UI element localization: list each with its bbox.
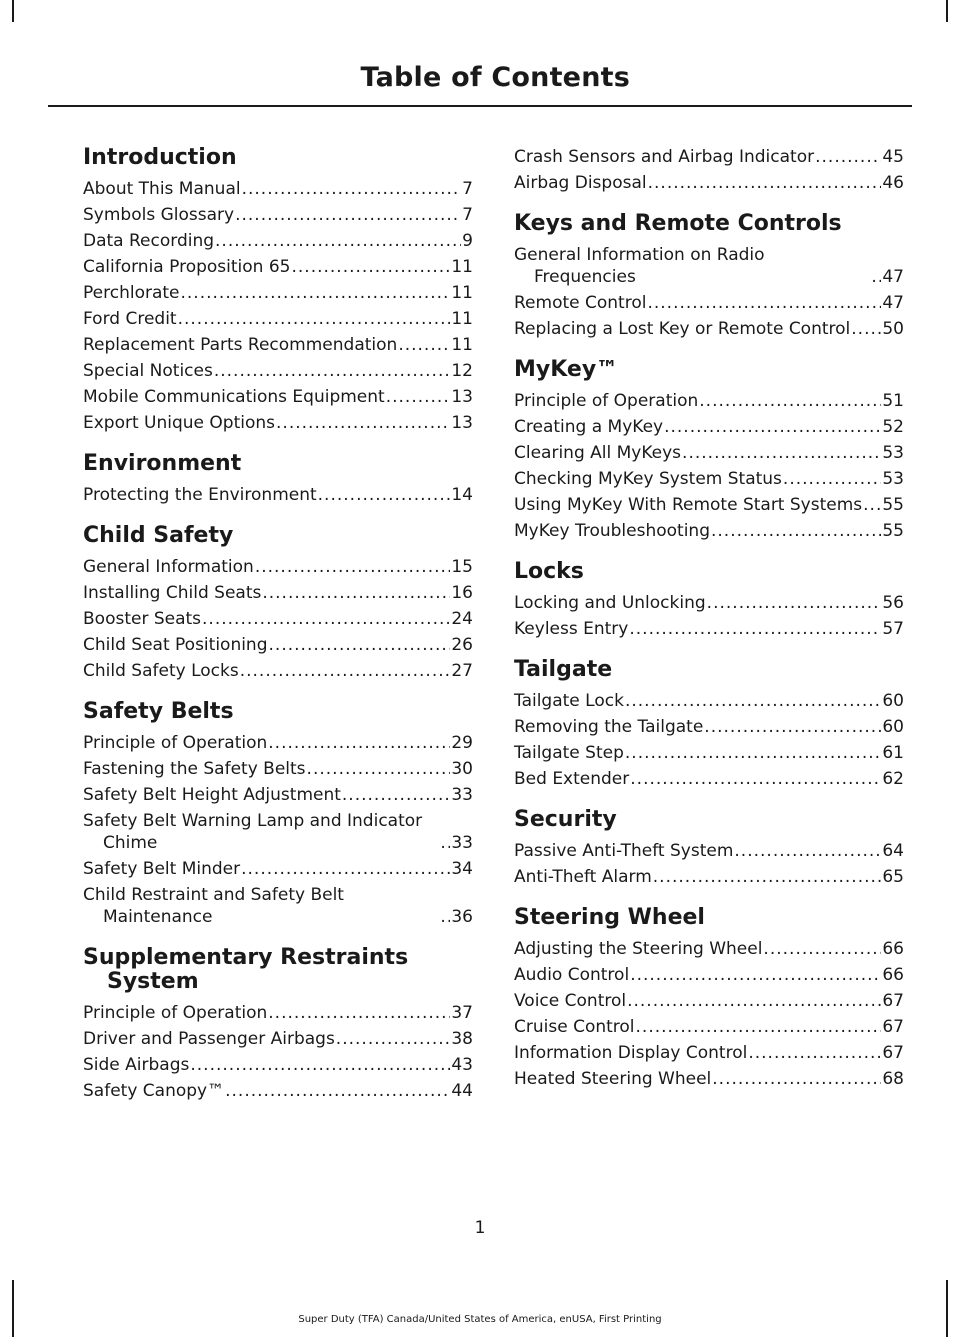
- toc-entry[interactable]: [83, 256, 473, 278]
- toc-entry-page: 50: [882, 319, 904, 339]
- toc-entry[interactable]: [83, 634, 473, 656]
- toc-entry[interactable]: [514, 1016, 904, 1038]
- toc-entry-page: 47: [882, 293, 904, 313]
- toc-entry-label: Protecting the Environment: [83, 485, 317, 505]
- toc-entry[interactable]: [514, 938, 904, 960]
- dot-leader: [783, 468, 881, 490]
- toc-entry-label: Booster Seats: [83, 609, 202, 629]
- toc-entry-page: 65: [882, 867, 904, 887]
- toc-entry-page: 67: [882, 991, 904, 1011]
- dot-leader: [699, 390, 881, 412]
- toc-entry-page: 24: [451, 609, 473, 629]
- dot-leader: [190, 1054, 450, 1076]
- dot-leader: [386, 386, 451, 408]
- toc-entry-label: Clearing All MyKeys: [514, 443, 682, 463]
- toc-entry-label: Safety Canopy™: [83, 1081, 225, 1101]
- toc-entry-page: 55: [882, 495, 904, 515]
- toc-entry-label: Audio Control: [514, 965, 630, 985]
- dot-leader: [291, 256, 450, 278]
- toc-entry-page: 47: [882, 267, 904, 287]
- toc-section: [83, 524, 473, 682]
- toc-section: [83, 946, 473, 1102]
- toc-entry[interactable]: [514, 990, 904, 1012]
- toc-entry-page: 14: [451, 485, 473, 505]
- toc-column-right: [514, 146, 904, 1108]
- dot-leader: [863, 494, 881, 516]
- toc-entry-page: 56: [882, 593, 904, 613]
- toc-entry[interactable]: [83, 758, 473, 780]
- dot-leader: [682, 442, 881, 464]
- toc-entry-label: Information Display Control: [514, 1043, 748, 1063]
- toc-entry[interactable]: [83, 1002, 473, 1024]
- toc-entry-page: 27: [451, 661, 473, 681]
- toc-entry-page: 62: [882, 769, 904, 789]
- toc-entry[interactable]: [514, 742, 904, 764]
- section-heading: Steering Wheel: [514, 905, 705, 930]
- dot-leader: [240, 660, 451, 682]
- toc-entry[interactable]: [83, 858, 473, 880]
- toc-entry-page: 38: [451, 1029, 473, 1049]
- toc-entry-page: 13: [451, 387, 473, 407]
- toc-column-left: [83, 146, 473, 1120]
- toc-entry-page: 60: [882, 691, 904, 711]
- toc-entry[interactable]: [514, 768, 904, 790]
- toc-entry-page: 43: [451, 1055, 473, 1075]
- toc-entry-label: Principle of Operation: [83, 733, 268, 753]
- toc-entry-label: Installing Child Seats: [83, 583, 262, 603]
- toc-entry-page: 66: [882, 939, 904, 959]
- toc-entry-page: 36: [451, 907, 473, 927]
- toc-entry[interactable]: [514, 172, 904, 194]
- toc-entry-page: 57: [882, 619, 904, 639]
- section-heading: MyKey™: [514, 357, 619, 382]
- toc-entry-page: 67: [882, 1017, 904, 1037]
- toc-entry-label: Removing the Tailgate: [514, 717, 704, 737]
- section-heading: Child Safety: [83, 523, 234, 548]
- toc-entry[interactable]: [83, 582, 473, 604]
- dot-leader: [235, 204, 461, 226]
- dot-leader: [712, 1068, 881, 1090]
- dot-leader: [268, 732, 450, 754]
- toc-entry-label: Symbols Glossary: [83, 205, 235, 225]
- toc-entry[interactable]: [514, 292, 904, 314]
- toc-entry[interactable]: [83, 412, 473, 434]
- page-title: Table of Contents: [360, 62, 630, 93]
- toc-entry-page: 33: [451, 833, 473, 853]
- toc-section: [83, 700, 473, 928]
- toc-entry[interactable]: [83, 810, 473, 854]
- toc-entry[interactable]: [514, 146, 904, 168]
- toc-entry-label: Data Recording: [83, 231, 215, 251]
- toc-entry-label: Keyless Entry: [514, 619, 629, 639]
- toc-entry-label: Export Unique Options: [83, 413, 276, 433]
- toc-entry[interactable]: [83, 1054, 473, 1076]
- dot-leader: [704, 716, 881, 738]
- toc-entry-label: Cruise Control: [514, 1017, 635, 1037]
- dot-leader: [440, 832, 450, 854]
- toc-entry[interactable]: [83, 1028, 473, 1050]
- toc-entry[interactable]: [514, 690, 904, 712]
- section-heading: Keys and Remote Controls: [514, 211, 842, 236]
- toc-entry-label: Replacement Parts Recommendation: [83, 335, 398, 355]
- section-heading: Locks: [514, 559, 584, 584]
- toc-entry[interactable]: [514, 494, 904, 516]
- toc-entry-page: 29: [451, 733, 473, 753]
- toc-entry[interactable]: [514, 964, 904, 986]
- dot-leader: [625, 690, 881, 712]
- toc-entry[interactable]: [83, 784, 473, 806]
- dot-leader: [336, 1028, 451, 1050]
- toc-entry-label: Child Safety Locks: [83, 661, 239, 681]
- toc-entry[interactable]: [514, 390, 904, 412]
- toc-entry[interactable]: [514, 416, 904, 438]
- toc-entry[interactable]: [514, 840, 904, 862]
- dot-leader: [629, 618, 881, 640]
- dot-leader: [262, 582, 450, 604]
- toc-entry-label: Anti-Theft Alarm: [514, 867, 652, 887]
- toc-section: [514, 658, 904, 790]
- toc-entry-label: Driver and Passenger Airbags: [83, 1029, 335, 1049]
- toc-entry-page: 55: [882, 521, 904, 541]
- toc-entry[interactable]: [514, 866, 904, 888]
- toc-entry-label: Safety Belt Minder: [83, 859, 241, 879]
- toc-entry-page: 16: [451, 583, 473, 603]
- dot-leader: [269, 634, 451, 656]
- dot-leader: [625, 742, 881, 764]
- toc-entry-label: About This Manual: [83, 179, 241, 199]
- dot-leader: [630, 768, 881, 790]
- toc-entry[interactable]: [514, 468, 904, 490]
- crop-mark-bottom-left: [12, 1280, 14, 1337]
- dot-leader: [241, 858, 450, 880]
- toc-entry[interactable]: [514, 520, 904, 542]
- toc-entry-page: 53: [882, 469, 904, 489]
- toc-entry[interactable]: [514, 244, 904, 288]
- toc-entry-page: 45: [882, 147, 904, 167]
- toc-entry-label: Tailgate Lock: [514, 691, 624, 711]
- dot-leader: [815, 146, 881, 168]
- toc-entry-label: Safety Belt Height Adjustment: [83, 785, 341, 805]
- toc-entry-label: Heated Steering Wheel: [514, 1069, 712, 1089]
- toc-entry-label: Fastening the Safety Belts: [83, 759, 306, 779]
- dot-leader: [440, 906, 450, 928]
- dot-leader: [630, 964, 881, 986]
- page-number: 1: [474, 1218, 486, 1238]
- toc-entry-page: 11: [451, 309, 473, 329]
- dot-leader: [202, 608, 450, 630]
- dot-leader: [871, 266, 881, 288]
- toc-entry-page: 12: [451, 361, 473, 381]
- toc-entry-label: Child Seat Positioning: [83, 635, 268, 655]
- footer-text: Super Duty (TFA) Canada/United States of America, enUSA, First Printing: [298, 1314, 662, 1325]
- toc-entry-label: Voice Control: [514, 991, 627, 1011]
- toc-section: [514, 560, 904, 640]
- crop-mark-top-left: [12, 0, 14, 22]
- dot-leader: [734, 840, 881, 862]
- toc-entry-label: General Information on Radio Frequencies: [514, 245, 765, 287]
- toc-entry[interactable]: [83, 230, 473, 252]
- toc-entry-page: 11: [451, 283, 473, 303]
- toc-entry[interactable]: [83, 556, 473, 578]
- toc-section: [83, 452, 473, 506]
- toc-entry-page: 13: [451, 413, 473, 433]
- section-heading: Safety Belts: [83, 699, 234, 724]
- dot-leader: [242, 178, 462, 200]
- dot-leader: [214, 360, 451, 382]
- dot-leader: [225, 1080, 450, 1102]
- toc-entry-label: Side Airbags: [83, 1055, 190, 1075]
- dot-leader: [268, 1002, 450, 1024]
- toc-entry-page: 37: [451, 1003, 473, 1023]
- toc-entry-label: Airbag Disposal: [514, 173, 647, 193]
- dot-leader: [636, 1016, 882, 1038]
- toc-entry-page: 53: [882, 443, 904, 463]
- toc-entry-label: California Proposition 65: [83, 257, 291, 277]
- dot-leader: [711, 520, 881, 542]
- toc-entry[interactable]: [83, 282, 473, 304]
- toc-entry-label: Ford Credit: [83, 309, 177, 329]
- toc-entry-label: Remote Control: [514, 293, 647, 313]
- toc-entry-label: Special Notices: [83, 361, 213, 381]
- toc-entry-label: Safety Belt Warning Lamp and Indicator Chime: [83, 811, 423, 853]
- toc-entry-page: 11: [451, 335, 473, 355]
- toc-entry-label: Perchlorate: [83, 283, 180, 303]
- dot-leader: [748, 1042, 881, 1064]
- dot-leader: [276, 412, 450, 434]
- toc-entry-page: 44: [451, 1081, 473, 1101]
- toc-entry-page: 60: [882, 717, 904, 737]
- dot-leader: [318, 484, 451, 506]
- dot-leader: [851, 318, 881, 340]
- toc-entry-label: Crash Sensors and Airbag Indicator: [514, 147, 815, 167]
- toc-entry[interactable]: [83, 334, 473, 356]
- toc-entry-label: Passive Anti-Theft System: [514, 841, 734, 861]
- section-heading: Introduction: [83, 145, 237, 170]
- dot-leader: [664, 416, 881, 438]
- dot-leader: [648, 172, 882, 194]
- dot-leader: [627, 990, 881, 1012]
- toc-entry[interactable]: [83, 660, 473, 682]
- toc-entry-label: Principle of Operation: [83, 1003, 268, 1023]
- toc-entry[interactable]: [83, 386, 473, 408]
- toc-entry-page: 9: [462, 231, 473, 251]
- dot-leader: [647, 292, 881, 314]
- toc-entry-page: 51: [882, 391, 904, 411]
- crop-mark-top-right: [946, 0, 948, 22]
- toc-entry[interactable]: [514, 618, 904, 640]
- toc-section: [514, 146, 904, 194]
- section-heading: Supplementary Restraints System: [83, 945, 409, 994]
- toc-entry-page: 11: [451, 257, 473, 277]
- dot-leader: [215, 230, 461, 252]
- toc-entry-page: 52: [882, 417, 904, 437]
- toc-entry-page: 68: [882, 1069, 904, 1089]
- dot-leader: [707, 592, 882, 614]
- toc-entry-page: 30: [451, 759, 473, 779]
- header-rule: [48, 105, 912, 107]
- toc-entry[interactable]: [83, 308, 473, 330]
- crop-mark-bottom-right: [946, 1280, 948, 1337]
- toc-entry[interactable]: [83, 884, 473, 928]
- toc-entry[interactable]: [83, 1080, 473, 1102]
- section-heading: Environment: [83, 451, 242, 476]
- dot-leader: [181, 282, 451, 304]
- dot-leader: [653, 866, 882, 888]
- toc-entry-page: 7: [462, 179, 473, 199]
- toc-section: [514, 906, 904, 1090]
- toc-entry-label: Mobile Communications Equipment: [83, 387, 385, 407]
- toc-entry-label: Replacing a Lost Key or Remote Control: [514, 319, 851, 339]
- dot-leader: [763, 938, 881, 960]
- toc-entry-page: 67: [882, 1043, 904, 1063]
- toc-entry-label: General Information: [83, 557, 254, 577]
- toc-entry[interactable]: [514, 1042, 904, 1064]
- dot-leader: [307, 758, 451, 780]
- toc-entry-page: 15: [451, 557, 473, 577]
- toc-entry-page: 34: [451, 859, 473, 879]
- toc-entry-page: 7: [462, 205, 473, 225]
- toc-entry-page: 26: [451, 635, 473, 655]
- toc-entry-label: MyKey Troubleshooting: [514, 521, 710, 541]
- toc-entry-label: Checking MyKey System Status: [514, 469, 782, 489]
- dot-leader: [342, 784, 450, 806]
- toc-section: [514, 808, 904, 888]
- toc-entry-label: Using MyKey With Remote Start Systems: [514, 495, 863, 515]
- dot-leader: [398, 334, 450, 356]
- toc-entry[interactable]: [514, 716, 904, 738]
- toc-entry[interactable]: [83, 178, 473, 200]
- toc-entry-label: Creating a MyKey: [514, 417, 664, 437]
- toc-entry-label: Locking and Unlocking: [514, 593, 706, 613]
- toc-section: [514, 212, 904, 340]
- toc-entry[interactable]: [514, 1068, 904, 1090]
- toc-section: [83, 146, 473, 434]
- dot-leader: [178, 308, 451, 330]
- toc-entry[interactable]: [514, 442, 904, 464]
- toc-entry-label: Child Restraint and Safety Belt Maintenance: [83, 885, 344, 927]
- toc-entry[interactable]: [83, 608, 473, 630]
- toc-entry-label: Adjusting the Steering Wheel: [514, 939, 763, 959]
- toc-entry[interactable]: [514, 318, 904, 340]
- toc-entry[interactable]: [83, 360, 473, 382]
- toc-entry-page: 46: [882, 173, 904, 193]
- toc-entry-page: 33: [451, 785, 473, 805]
- toc-entry[interactable]: [83, 484, 473, 506]
- section-heading: Tailgate: [514, 657, 613, 682]
- toc-entry-page: 66: [882, 965, 904, 985]
- toc-entry[interactable]: [83, 204, 473, 226]
- dot-leader: [255, 556, 451, 578]
- toc-entry-label: Tailgate Step: [514, 743, 624, 763]
- toc-entry-page: 61: [882, 743, 904, 763]
- toc-entry[interactable]: [514, 592, 904, 614]
- section-heading: Security: [514, 807, 617, 832]
- toc-entry[interactable]: [83, 732, 473, 754]
- toc-entry-label: Principle of Operation: [514, 391, 699, 411]
- toc-section: [514, 358, 904, 542]
- toc-entry-label: Bed Extender: [514, 769, 630, 789]
- toc-entry-page: 64: [882, 841, 904, 861]
